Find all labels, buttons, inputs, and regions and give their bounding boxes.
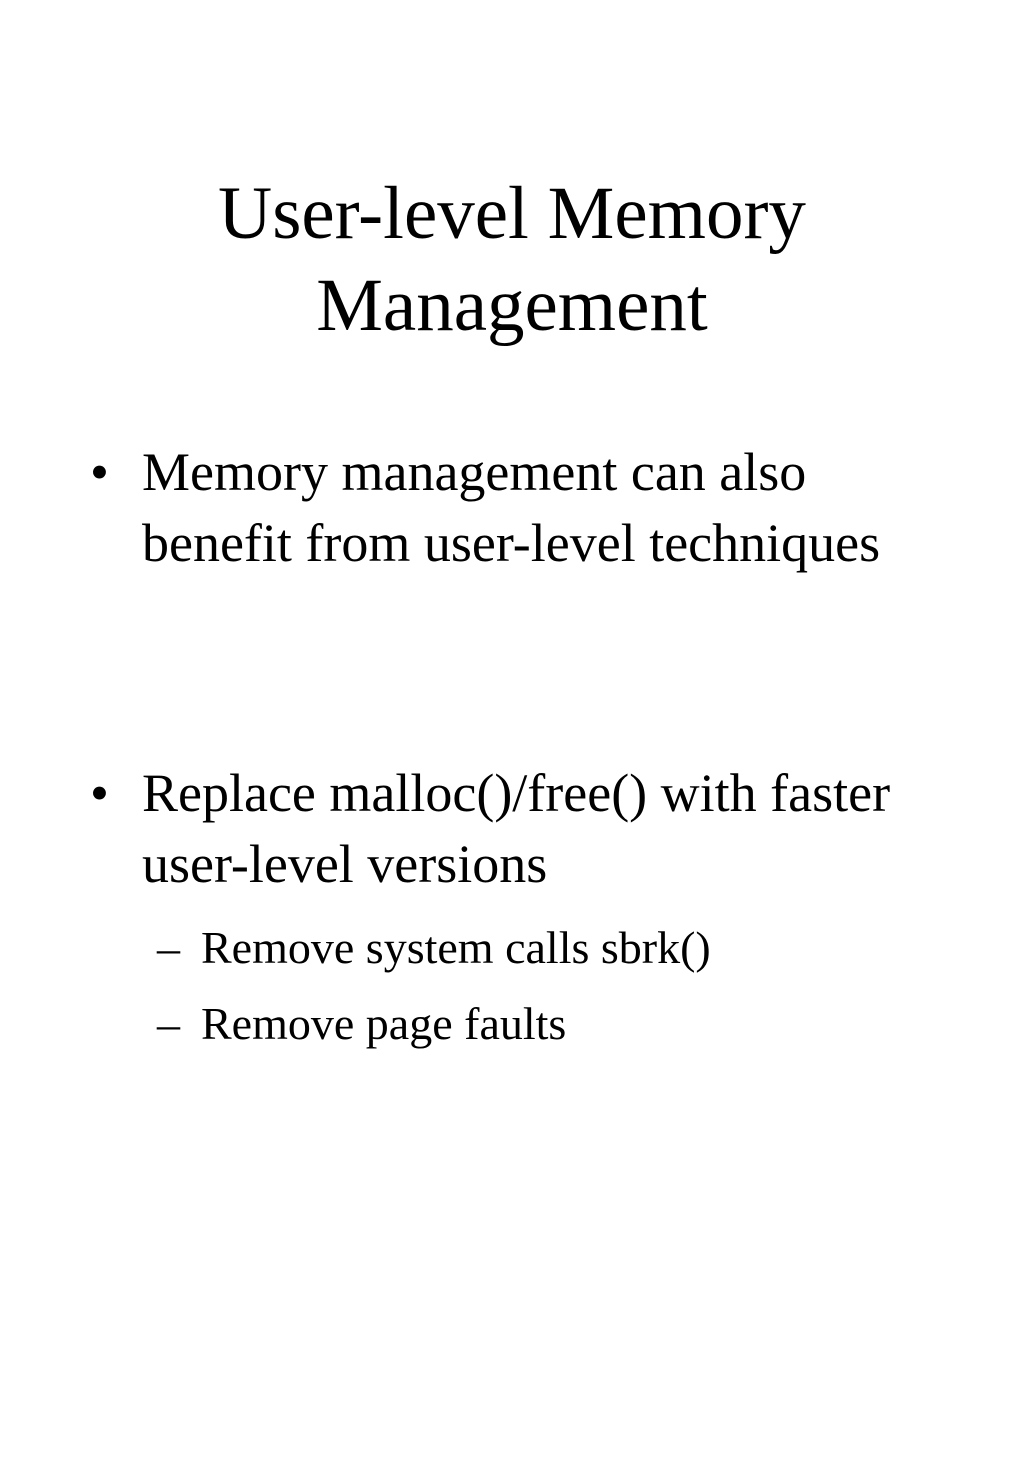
slide-title: User-level Memory Management <box>218 172 806 347</box>
bullet-marker: • <box>90 442 109 502</box>
sub-bullet-text: Remove page faults <box>201 998 567 1049</box>
bullet-item <box>90 758 962 900</box>
sub-bullet-item <box>157 920 961 976</box>
bullet-text: Replace malloc()/free() with faster user-level versions <box>142 763 891 894</box>
sub-bullet-text: Remove system calls sbrk() <box>201 922 711 973</box>
sub-bullet-item <box>157 996 961 1052</box>
sub-bullet-marker: – <box>157 922 180 973</box>
bullet-text: Memory management can also benefit from user-level techniques <box>142 442 881 573</box>
bullet-marker: • <box>90 763 109 823</box>
bullet-item <box>90 437 962 579</box>
sub-bullet-marker: – <box>157 998 180 1049</box>
